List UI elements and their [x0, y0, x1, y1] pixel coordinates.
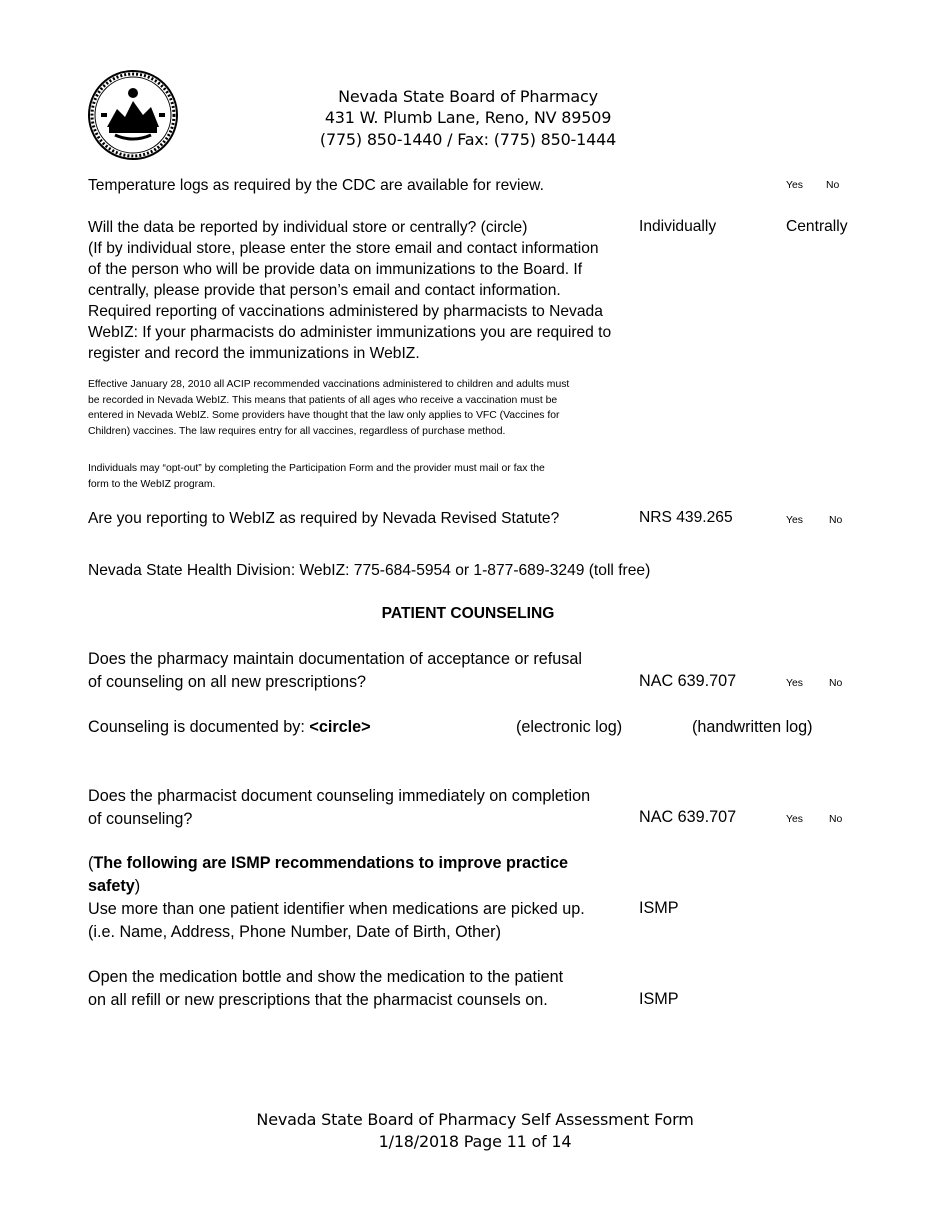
text-line: Children) vaccines. The law requires entry for all vaccines, regardless of purchase method. [88, 425, 506, 437]
no-option[interactable]: No [829, 515, 843, 526]
text-line: Use more than one patient identifier when medications are picked up. [88, 900, 585, 918]
option-centrally[interactable]: Centrally [786, 218, 848, 235]
text-line: form to the WebIZ program. [88, 478, 216, 490]
text-line: entered in Nevada WebIZ. Some providers have thought that the law only applies to VFC (Vaccines for [88, 410, 560, 422]
close-paren: ) [134, 877, 141, 895]
option-electronic-log[interactable]: (electronic log) [516, 718, 623, 736]
ismp-heading-bold: The following are ISMP recommendations to improve practice [93, 854, 569, 872]
reference-nac: NAC 639.707 [639, 672, 737, 690]
reference-ismp: ISMP [639, 990, 679, 1008]
text-line: Open the medication bottle and show the medication to the patient [88, 968, 564, 986]
text-line: of counseling on all new prescriptions? [88, 673, 367, 691]
yes-option[interactable]: Yes [786, 814, 803, 825]
question-reporting-method [88, 217, 611, 364]
text-line: Effective January 28, 2010 all ACIP recommended vaccinations administered to children and adults must [88, 379, 570, 390]
ismp-heading [88, 852, 608, 898]
text-line: WebIZ: If your pharmacists do administer immunizations you are required to [88, 324, 612, 341]
text-line: Individuals may “opt-out” by completing the Participation Form and the provider must mail or fax the [88, 463, 545, 474]
question-patient-identifier [88, 898, 585, 944]
yes-option[interactable]: Yes [786, 678, 803, 689]
text-line [88, 875, 608, 898]
header-board-name: Nevada State Board of Pharmacy [338, 87, 598, 106]
text-line: Will the data be reported by individual store or centrally? (circle) [88, 219, 528, 236]
text-line: Does the pharmacist document counseling immediately on completion [88, 787, 591, 805]
text-line [88, 852, 608, 875]
method-prefix: Counseling is documented by: [88, 718, 310, 736]
text-line: of the person who will be provide data on immunizations to the Board. If [88, 261, 583, 278]
text-line: register and record the immunizations in WebIZ. [88, 345, 420, 362]
state-seal-logo [87, 69, 179, 161]
note-webiz-effective [88, 377, 618, 439]
option-individually[interactable]: Individually [639, 218, 717, 235]
text-line: of counseling? [88, 810, 193, 828]
text-line: Required reporting of vaccinations administered by pharmacists to Nevada [88, 303, 603, 320]
text-line: (i.e. Name, Address, Phone Number, Date of Birth, Other) [88, 923, 501, 941]
question-counseling-method [88, 717, 371, 738]
yes-option[interactable]: Yes [786, 180, 803, 191]
header-phone-fax: (775) 850-1440 / Fax: (775) 850-1444 [319, 130, 617, 149]
text-line: Does the pharmacy maintain documentation of acceptance or refusal [88, 650, 582, 668]
open-paren: ( [88, 854, 94, 872]
question-counseling-documentation [88, 648, 582, 694]
text-line: (If by individual store, please enter the store email and contact information [88, 240, 599, 257]
no-option[interactable]: No [826, 180, 840, 191]
header-address: 431 W. Plumb Lane, Reno, NV 89509 [324, 108, 612, 127]
question-temperature-logs: Temperature logs as required by the CDC are available for review. [88, 177, 544, 194]
footer-form-title: Nevada State Board of Pharmacy Self Assessment Form [256, 1110, 694, 1129]
question-webiz-reporting: Are you reporting to WebIZ as required by Nevada Revised Statute? [88, 510, 560, 527]
contact-health-division: Nevada State Health Division: WebIZ: 775-684-5954 or 1-877-689-3249 (toll free) [88, 562, 651, 579]
option-handwritten-log[interactable]: (handwritten log) [692, 718, 813, 736]
circle-instruction: <circle> [309, 718, 371, 736]
text-line: be recorded in Nevada WebIZ. This means that patients of all ages who receive a vaccination must be [88, 394, 558, 406]
question-immediate-documentation [88, 785, 590, 831]
section-title: PATIENT COUNSELING [381, 605, 555, 622]
yes-option[interactable]: Yes [786, 515, 803, 526]
no-option[interactable]: No [829, 814, 843, 825]
text-line: centrally, please provide that person’s email and contact information. [88, 282, 561, 299]
reference-nac: NAC 639.707 [639, 808, 737, 826]
text-line: on all refill or new prescriptions that the pharmacist counsels on. [88, 991, 548, 1009]
question-show-medication [88, 966, 563, 1012]
reference-nrs: NRS 439.265 [639, 509, 733, 526]
no-option[interactable]: No [829, 678, 843, 689]
reference-ismp: ISMP [639, 899, 679, 917]
ismp-heading-bold: safety [88, 877, 135, 895]
note-opt-out [88, 461, 618, 492]
footer-page-info: 1/18/2018 Page 11 of 14 [378, 1132, 572, 1151]
